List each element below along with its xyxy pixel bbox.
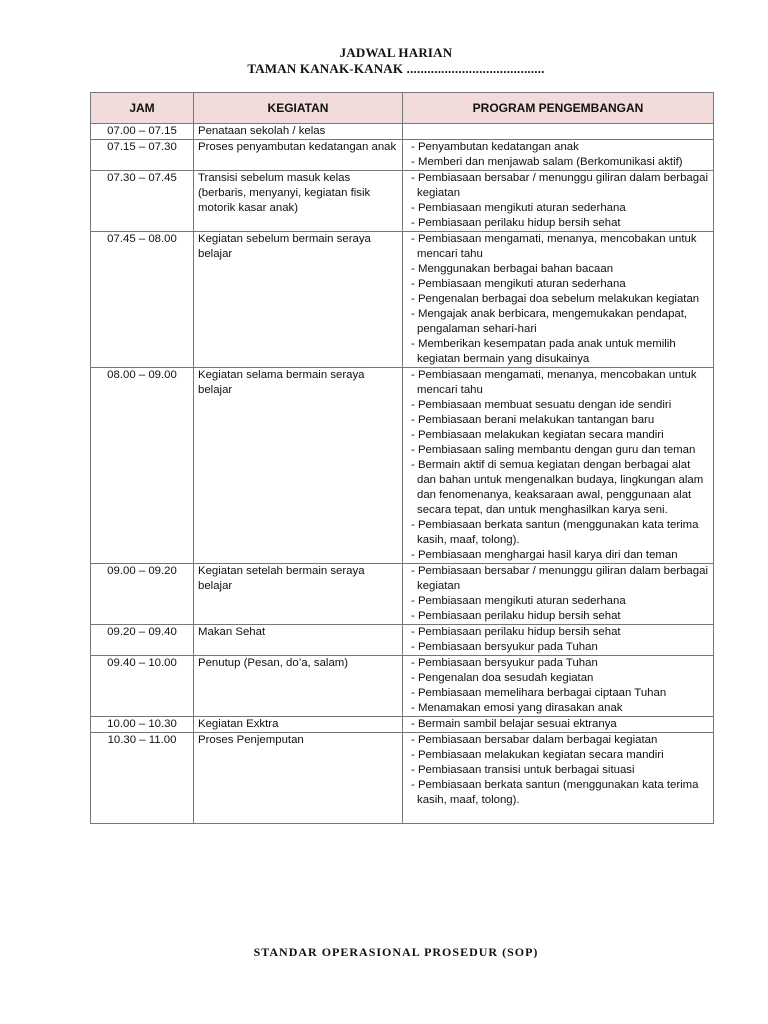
cell-jam: 08.00 – 09.00 — [91, 368, 194, 564]
table-row — [91, 232, 714, 368]
program-item: - Pembiasaan bersabar / menunggu giliran dalam berbagai kegiatan — [411, 172, 708, 199]
program-item: - Pembiasaan bersabar dalam berbagai kegiatan — [411, 734, 658, 746]
schedule-body — [91, 124, 714, 824]
program-item: - Pembiasaan mengamati, menanya, mencobakan untuk mencari tahu — [411, 369, 697, 396]
cell-program — [403, 232, 714, 368]
program-item: - Menggunakan berbagai bahan bacaan — [411, 263, 614, 275]
document-subtitle: TAMAN KANAK-KANAK ........................................ — [247, 61, 545, 76]
table-row — [91, 733, 714, 824]
program-item: - Pembiasaan melakukan kegiatan secara mandiri — [411, 429, 664, 441]
program-item: - Pembiasaan berani melakukan tantangan baru — [411, 414, 655, 426]
table-row — [91, 124, 714, 140]
table-row — [91, 717, 714, 733]
program-item: - Pembiasaan perilaku hidup bersih sehat — [411, 626, 621, 638]
program-item: - Pembiasaan bersyukur pada Tuhan — [411, 641, 598, 653]
program-item: - Pembiasaan berkata santun (menggunakan kata terima kasih, maaf, tolong). — [411, 519, 699, 546]
program-item: - Pengenalan berbagai doa sebelum melakukan kegiatan — [411, 293, 700, 305]
header-kegiatan: KEGIATAN — [194, 93, 403, 124]
table-row — [91, 656, 714, 717]
cell-kegiatan: Penataan sekolah / kelas — [194, 124, 403, 140]
program-item: - Pembiasaan mengikuti aturan sederhana — [411, 595, 626, 607]
cell-kegiatan: Makan Sehat — [194, 625, 403, 656]
program-item: - Pembiasaan perilaku hidup bersih sehat — [411, 610, 621, 622]
table-row — [91, 368, 714, 564]
cell-kegiatan: Kegiatan selama bermain seraya belajar — [194, 368, 403, 564]
program-item: - Memberikan kesempatan pada anak untuk memilih kegiatan bermain yang disukainya — [411, 338, 676, 365]
table-row — [91, 140, 714, 171]
cell-program — [403, 124, 714, 140]
program-item: - Pembiasaan melakukan kegiatan secara mandiri — [411, 749, 664, 761]
cell-jam: 07.15 – 07.30 — [91, 140, 194, 171]
program-item: - Pembiasaan membuat sesuatu dengan ide sendiri — [411, 399, 672, 411]
cell-kegiatan: Penutup (Pesan, do’a, salam) — [194, 656, 403, 717]
cell-kegiatan: Kegiatan Exktra — [194, 717, 403, 733]
header-jam: JAM — [91, 93, 194, 124]
cell-program — [403, 717, 714, 733]
cell-jam: 09.40 – 10.00 — [91, 656, 194, 717]
program-item: - Menamakan emosi yang dirasakan anak — [411, 702, 623, 714]
table-row — [91, 625, 714, 656]
cell-program — [403, 564, 714, 625]
program-item: - Memberi dan menjawab salam (Berkomunikasi aktif) — [411, 156, 683, 168]
header-program: PROGRAM PENGEMBANGAN — [403, 93, 714, 124]
program-item: - Pembiasaan berkata santun (menggunakan kata terima kasih, maaf, tolong). — [411, 779, 699, 806]
cell-program — [403, 140, 714, 171]
program-item: - Pembiasaan menghargai hasil karya diri dan teman — [411, 549, 678, 561]
program-item: - Mengajak anak berbicara, mengemukakan pendapat, pengalaman sehari-hari — [411, 308, 688, 335]
document-footer: STANDAR OPERASIONAL PROSEDUR (SOP) — [253, 945, 539, 959]
cell-kegiatan: Kegiatan setelah bermain seraya belajar — [194, 564, 403, 625]
program-item: - Bermain sambil belajar sesuai ektranya — [411, 718, 617, 730]
table-row — [91, 171, 714, 232]
cell-program — [403, 368, 714, 564]
program-item: - Pengenalan doa sesudah kegiatan — [411, 672, 594, 684]
program-item: - Pembiasaan transisi untuk berbagai situasi — [411, 764, 635, 776]
cell-jam: 07.00 – 07.15 — [91, 124, 194, 140]
program-item: - Bermain aktif di semua kegiatan dengan berbagai alat dan bahan untuk mengenalkan budaya, lingkungan alam dan fenomenanya, keaksaraan awal, penggunaan alat secara tepat, dan untuk menghasilkan karya seni. — [411, 459, 704, 516]
cell-jam: 07.30 – 07.45 — [91, 171, 194, 232]
document-title: JADWAL HARIAN — [339, 45, 453, 60]
program-item: - Penyambutan kedatangan anak — [411, 141, 579, 153]
program-item: - Pembiasaan saling membantu dengan guru dan teman — [411, 444, 696, 456]
cell-jam: 10.00 – 10.30 — [91, 717, 194, 733]
cell-program — [403, 625, 714, 656]
table-row — [91, 564, 714, 625]
program-item: - Pembiasaan bersyukur pada Tuhan — [411, 657, 598, 669]
cell-program — [403, 171, 714, 232]
cell-jam: 09.20 – 09.40 — [91, 625, 194, 656]
program-item: - Pembiasaan bersabar / menunggu giliran dalam berbagai kegiatan — [411, 565, 708, 592]
cell-kegiatan: Transisi sebelum masuk kelas (berbaris, menyanyi, kegiatan fisik motorik kasar anak) — [194, 171, 403, 232]
table-header-row — [91, 93, 714, 124]
program-item: - Pembiasaan mengikuti aturan sederhana — [411, 202, 626, 214]
program-item: - Pembiasaan memelihara berbagai ciptaan Tuhan — [411, 687, 667, 699]
cell-jam: 10.30 – 11.00 — [91, 733, 194, 824]
cell-kegiatan: Proses penyambutan kedatangan anak — [194, 140, 403, 171]
cell-kegiatan: Kegiatan sebelum bermain seraya belajar — [194, 232, 403, 368]
program-item: - Pembiasaan mengikuti aturan sederhana — [411, 278, 626, 290]
cell-jam: 07.45 – 08.00 — [91, 232, 194, 368]
cell-program — [403, 733, 714, 824]
cell-kegiatan: Proses Penjemputan — [194, 733, 403, 824]
cell-program — [403, 656, 714, 717]
program-item: - Pembiasaan perilaku hidup bersih sehat — [411, 217, 621, 229]
schedule-table — [90, 92, 714, 824]
program-item: - Pembiasaan mengamati, menanya, mencobakan untuk mencari tahu — [411, 233, 697, 260]
cell-jam: 09.00 – 09.20 — [91, 564, 194, 625]
